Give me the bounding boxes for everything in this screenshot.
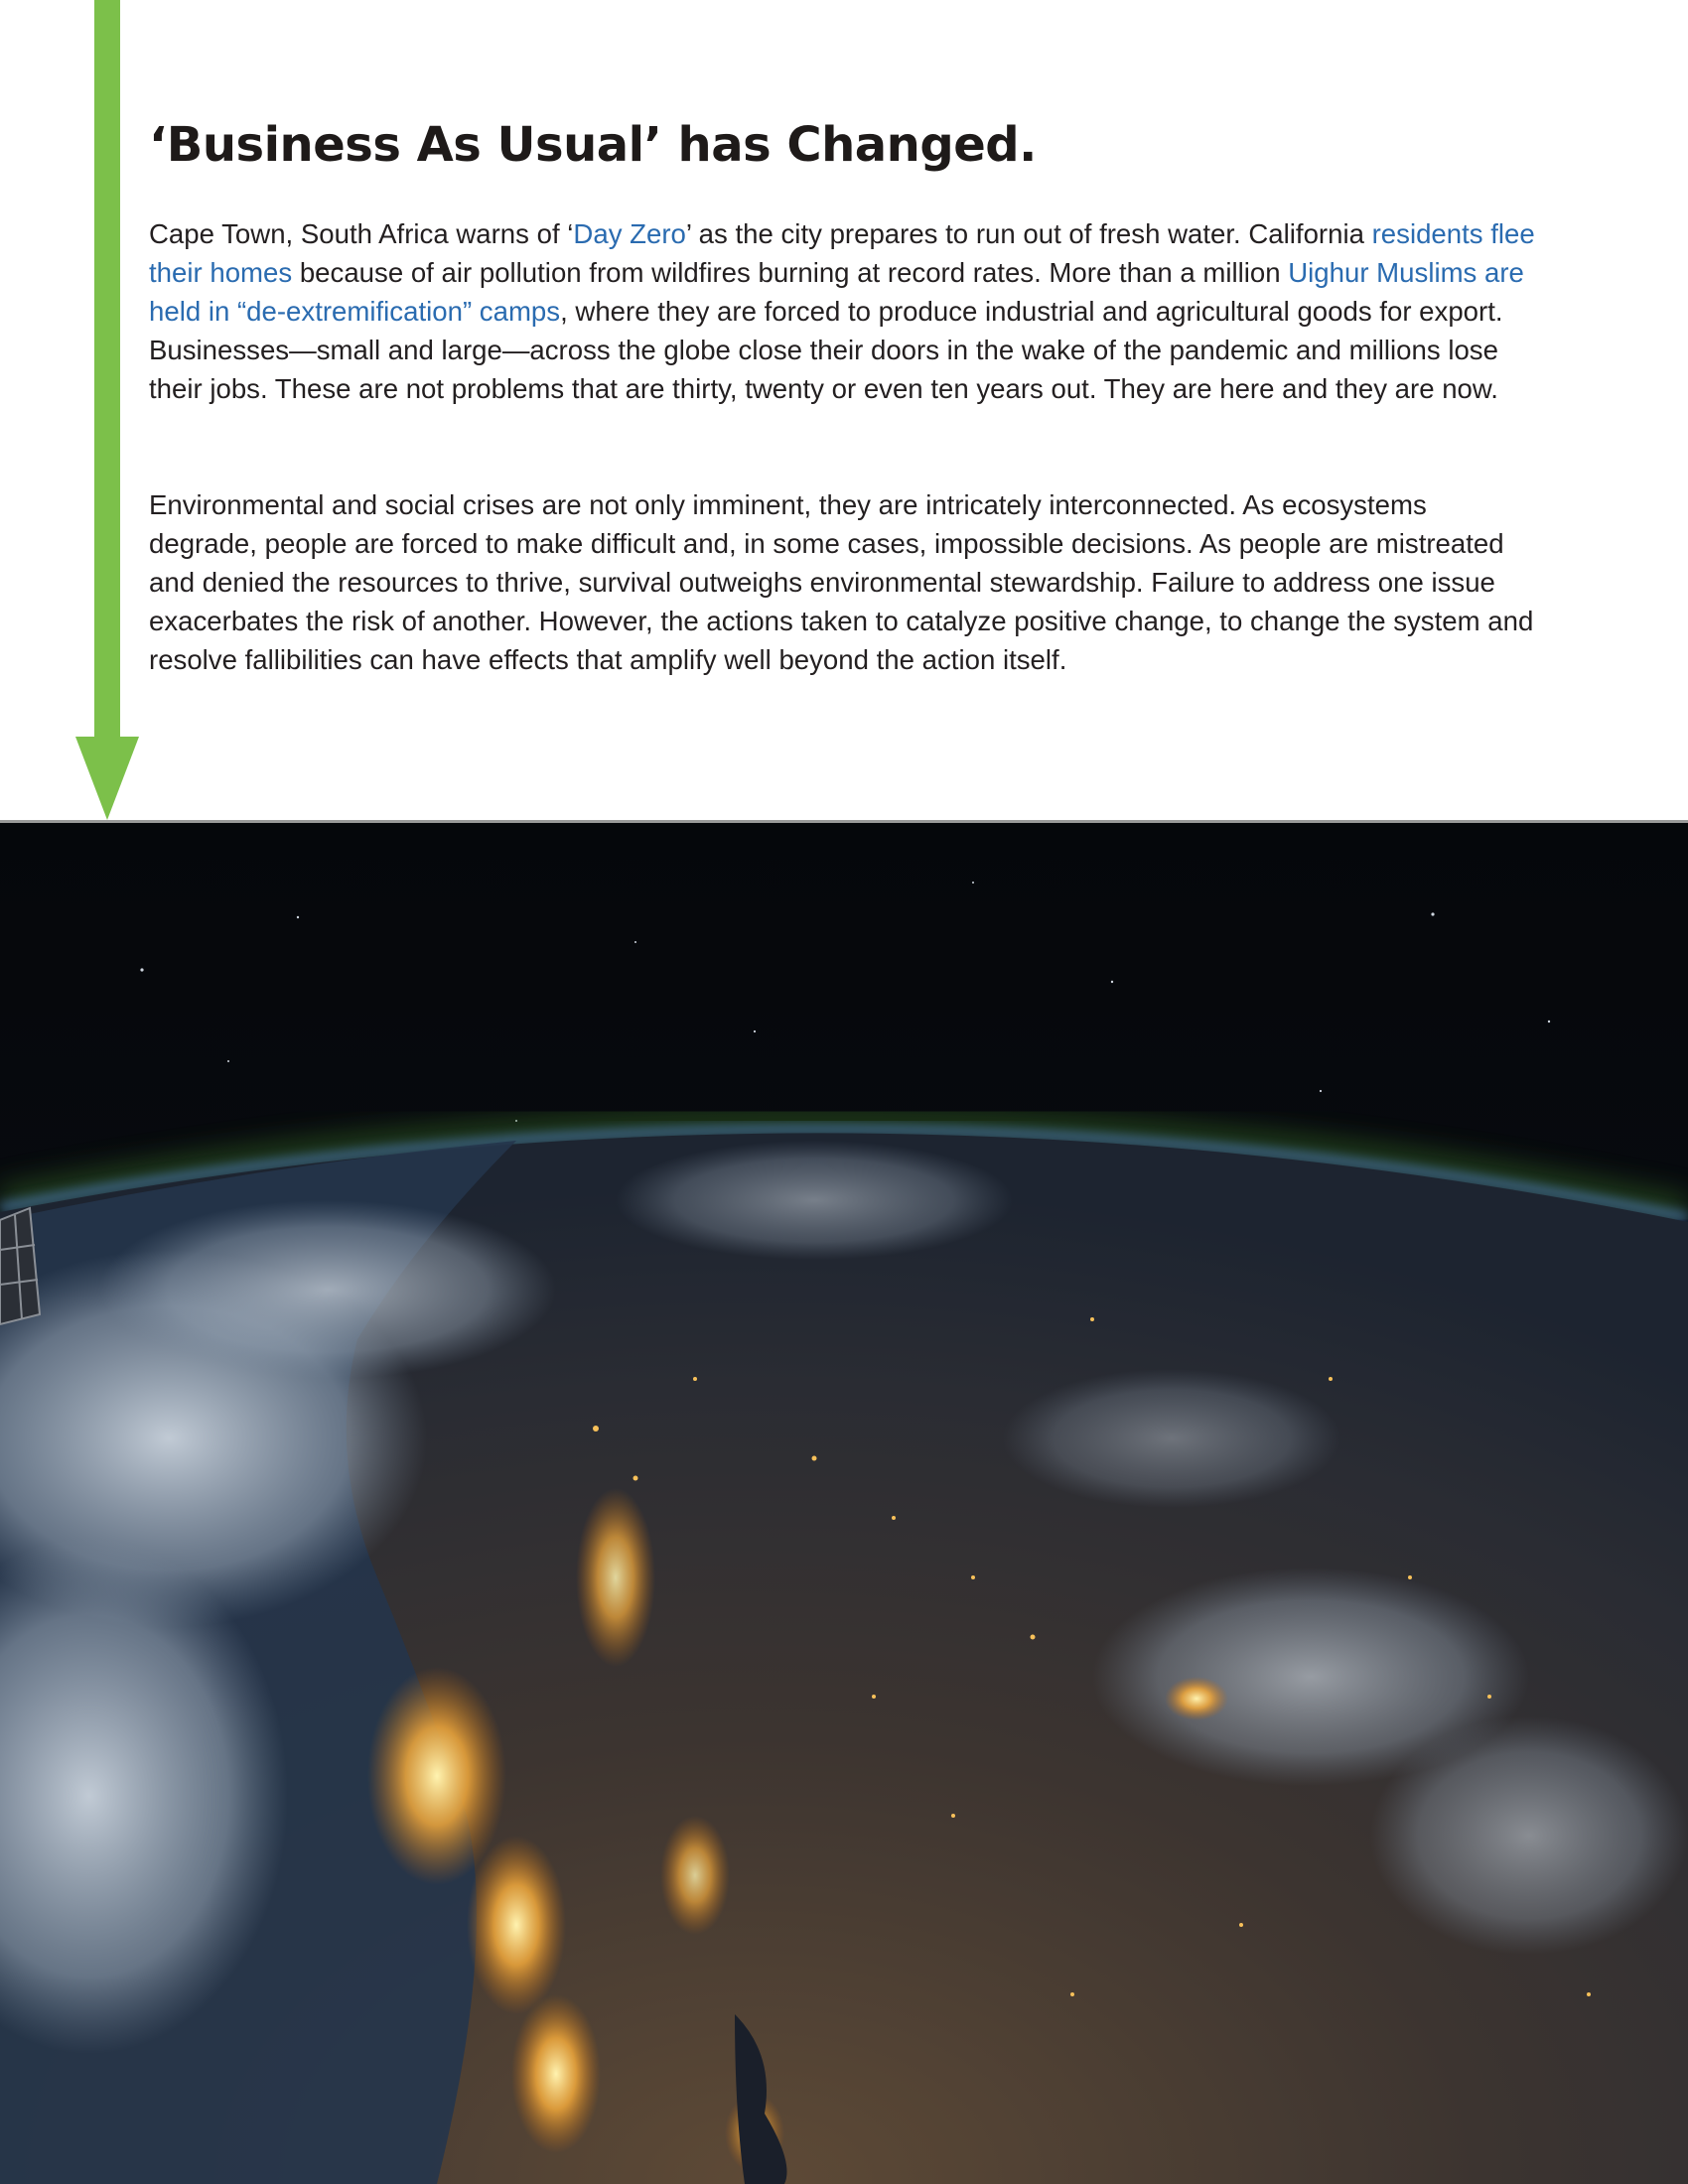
- text-segment: ’ as the city prepares to run out of fresh water. California: [685, 218, 1372, 249]
- earth-night-photo: [0, 823, 1688, 2184]
- page-title: ‘Business As Usual’ has Changed.: [149, 117, 1037, 173]
- text-segment: because of air pollution from wildfires burning at record rates. More than a million: [292, 257, 1289, 288]
- day-zero-link[interactable]: Day Zero: [573, 218, 686, 249]
- text-segment: , where they are forced to produce industrial and agricultural goods for export. Businesses—small and large—across the globe close their doors in the wake of the pandemic and millions lose their jobs. These are not problems that are thirty, twenty or even ten years out. They are here and they are now.: [149, 296, 1503, 404]
- body-paragraph-2: Environmental and social crises are not only imminent, they are intricately interconnected. As ecosystems degrade, people are forced to make difficult and, in some cases, impossible decisions. As people are mistreated and denied the resources to thrive, survival outweighs environmental stewardship. Failure to address one issue exacerbates the risk of another. However, the actions taken to catalyze positive change, to change the system and resolve fallibilities can have effects that amplify well beyond the action itself.: [149, 489, 1534, 675]
- down-arrow-icon: [73, 0, 141, 824]
- residents-flee-link[interactable]: residents flee their homes: [149, 218, 1535, 288]
- text-segment: Cape Town, South Africa warns of ‘: [149, 218, 574, 249]
- body-paragraph-1: [149, 214, 1539, 408]
- uighur-camps-link[interactable]: Uighur Muslims are held in “de-extremification” camps: [149, 257, 1524, 327]
